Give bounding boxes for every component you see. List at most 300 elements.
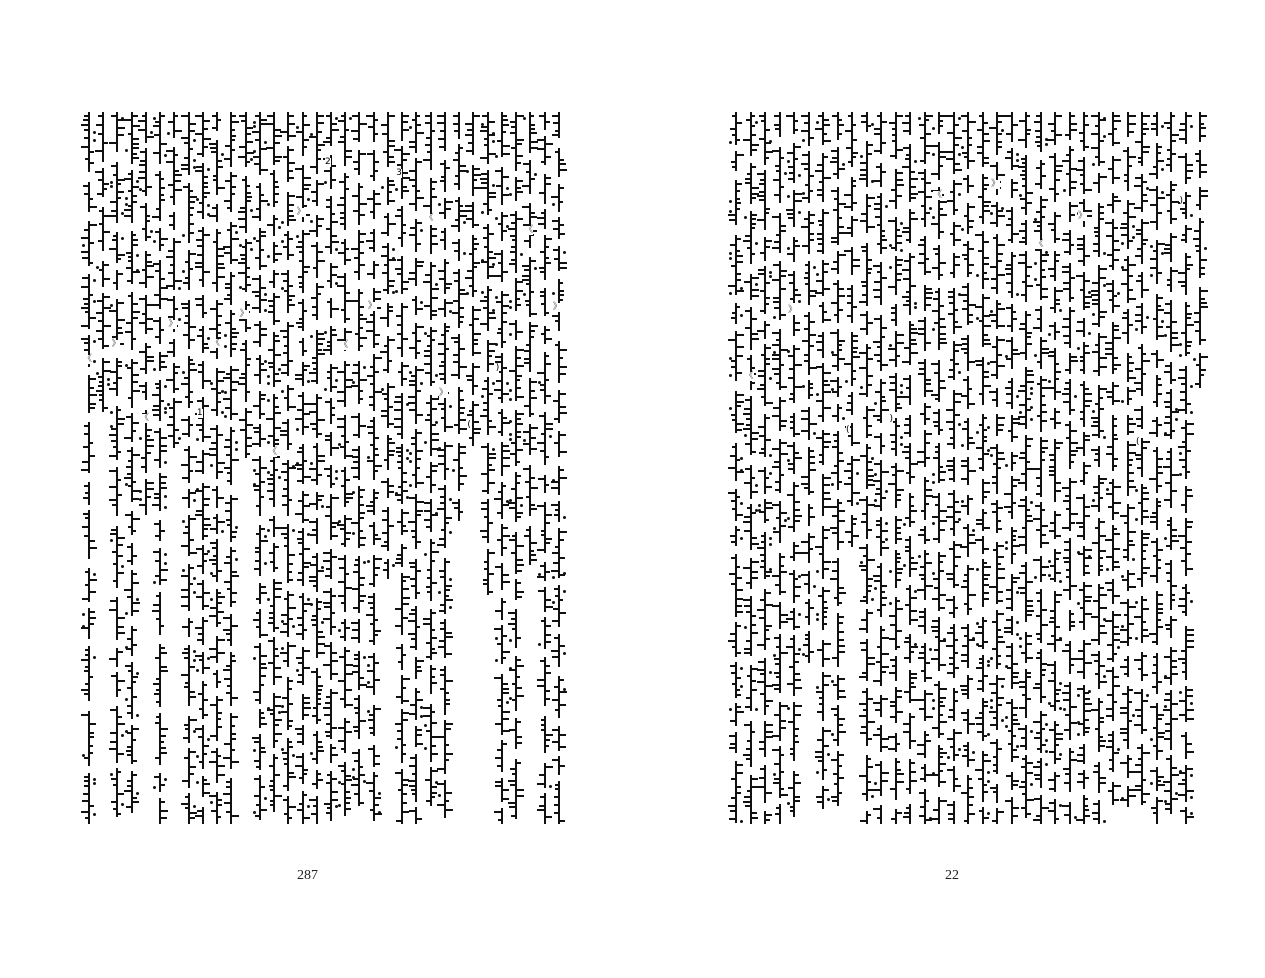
script-glyph-tick xyxy=(366,115,373,117)
script-glyph-tick xyxy=(190,773,194,775)
script-stem xyxy=(938,617,940,671)
script-stem xyxy=(501,482,503,519)
script-glyph-tick xyxy=(940,640,946,642)
script-glyph-tick xyxy=(904,691,909,693)
script-glyph-tick xyxy=(897,690,902,692)
script-glyph-tick xyxy=(289,499,292,501)
script-glyph-tick xyxy=(517,431,521,433)
script-stem xyxy=(358,619,360,643)
script-glyph-tick xyxy=(847,227,851,229)
script-glyph-tick xyxy=(498,328,501,330)
script-glyph-tick xyxy=(560,599,563,601)
script-glyph-tick xyxy=(168,121,173,123)
script-glyph-tick xyxy=(403,617,408,619)
script-glyph-tick xyxy=(439,373,444,375)
script-glyph-tick xyxy=(368,596,373,598)
script-glyph-tick xyxy=(460,321,463,323)
script-glyph-tick xyxy=(370,623,373,625)
script-glyph-tick xyxy=(498,705,501,707)
script-glyph-tick xyxy=(351,467,358,469)
script-glyph-tick xyxy=(474,343,478,345)
script-glyph-tick xyxy=(889,122,895,124)
script-glyph-tick xyxy=(81,714,88,716)
script-glyph-tick xyxy=(932,267,938,269)
script-glyph-tick xyxy=(844,250,851,252)
script-glyph-tick xyxy=(897,761,900,763)
script-glyph-tick xyxy=(310,403,316,405)
script-glyph-tick xyxy=(318,131,322,133)
text-column xyxy=(196,112,210,824)
script-glyph-tick xyxy=(427,335,430,337)
script-stem xyxy=(159,773,161,792)
script-glyph-tick xyxy=(795,714,801,716)
script-glyph-tick xyxy=(474,404,479,406)
script-glyph-tick xyxy=(926,212,930,214)
script-stem xyxy=(444,160,446,192)
script-glyph-tick xyxy=(232,129,235,131)
script-glyph-tick xyxy=(337,204,344,206)
script-glyph-tick xyxy=(232,531,237,533)
script-glyph-tick xyxy=(882,541,885,543)
script-glyph-tick xyxy=(874,281,880,283)
script-glyph-tick xyxy=(268,640,273,642)
script-dot xyxy=(481,395,484,398)
script-glyph-tick xyxy=(83,446,88,448)
script-glyph-tick xyxy=(275,245,278,247)
script-stem xyxy=(287,322,289,376)
script-glyph-tick xyxy=(526,529,529,531)
script-glyph-tick xyxy=(897,235,902,237)
script-glyph-tick xyxy=(227,294,230,296)
script-glyph-tick xyxy=(396,558,401,560)
script-dot xyxy=(281,705,284,708)
script-glyph-tick xyxy=(352,115,358,117)
script-glyph-tick xyxy=(211,810,216,812)
script-glyph-tick xyxy=(874,505,880,507)
script-glyph-tick xyxy=(190,253,196,255)
script-glyph-tick xyxy=(424,363,430,365)
script-glyph-tick xyxy=(225,502,230,504)
script-glyph-tick xyxy=(166,285,173,287)
script-glyph-tick xyxy=(781,771,784,773)
script-stem xyxy=(116,467,118,516)
script-glyph-tick xyxy=(127,780,131,782)
script-glyph-tick xyxy=(175,366,180,368)
script-glyph-tick xyxy=(831,190,837,192)
script-stem xyxy=(102,207,104,251)
script-glyph-tick xyxy=(424,355,430,357)
script-glyph-tick xyxy=(190,817,195,819)
script-glyph-tick xyxy=(746,640,750,642)
script-glyph-tick xyxy=(318,251,323,253)
script-glyph-tick xyxy=(788,217,793,219)
script-glyph-tick xyxy=(868,758,871,760)
script-glyph-tick xyxy=(497,749,501,751)
script-glyph-tick xyxy=(381,232,387,234)
script-glyph-tick xyxy=(118,302,124,304)
script-glyph-tick xyxy=(168,250,173,252)
script-glyph-tick xyxy=(480,178,487,180)
script-glyph-tick xyxy=(309,468,316,470)
script-glyph-tick xyxy=(439,538,444,540)
script-glyph-tick xyxy=(417,124,421,126)
script-glyph-tick xyxy=(254,431,259,433)
script-glyph-tick xyxy=(181,303,188,305)
script-glyph-tick xyxy=(935,253,938,255)
script-glyph-tick xyxy=(424,350,430,352)
script-glyph-tick xyxy=(395,268,401,270)
script-glyph-tick xyxy=(397,554,401,556)
script-glyph-tick xyxy=(289,170,293,172)
script-glyph-tick xyxy=(226,665,230,667)
script-glyph-tick xyxy=(366,614,373,616)
script-glyph-tick xyxy=(155,174,159,176)
script-glyph-tick xyxy=(760,290,764,292)
script-glyph-tick xyxy=(304,494,309,496)
script-glyph-tick xyxy=(541,530,544,532)
script-glyph-tick xyxy=(511,222,515,224)
script-glyph-tick xyxy=(752,218,756,220)
script-glyph-tick xyxy=(82,526,88,528)
script-glyph-tick xyxy=(911,510,917,512)
script-glyph-tick xyxy=(810,450,814,452)
script-glyph-tick xyxy=(126,750,131,752)
script-stem xyxy=(88,510,90,559)
script-dot xyxy=(787,707,790,710)
script-glyph-tick xyxy=(539,267,544,269)
script-glyph-tick xyxy=(824,568,829,570)
script-glyph-tick xyxy=(932,516,938,518)
script-glyph-tick xyxy=(737,238,741,240)
script-glyph-tick xyxy=(360,489,365,491)
script-glyph-tick xyxy=(862,250,866,252)
script-glyph-tick xyxy=(338,252,344,254)
script-glyph-tick xyxy=(489,251,493,253)
script-glyph-tick xyxy=(446,699,450,701)
script-glyph-tick xyxy=(546,514,552,516)
script-glyph-tick xyxy=(266,147,273,149)
script-glyph-tick xyxy=(891,319,895,321)
script-glyph-tick xyxy=(242,179,245,181)
script-glyph-tick xyxy=(153,551,159,553)
script-glyph-tick xyxy=(897,519,902,521)
script-glyph-tick xyxy=(296,756,302,758)
script-glyph-tick xyxy=(512,535,515,537)
script-glyph-tick xyxy=(304,460,307,462)
script-glyph-tick xyxy=(241,258,245,260)
script-glyph-tick xyxy=(313,707,316,709)
script-glyph-tick xyxy=(517,387,521,389)
script-glyph-tick xyxy=(918,262,924,264)
script-glyph-tick xyxy=(766,157,769,159)
script-glyph-tick xyxy=(503,574,509,576)
script-glyph-tick xyxy=(759,511,764,513)
script-glyph-tick xyxy=(318,741,322,743)
script-glyph-tick xyxy=(341,309,344,311)
script-glyph-tick xyxy=(118,273,123,275)
script-glyph-tick xyxy=(546,745,549,747)
script-glyph-tick xyxy=(897,532,901,534)
script-glyph-tick xyxy=(298,241,302,243)
script-stem xyxy=(202,112,204,157)
script-glyph-tick xyxy=(218,726,222,728)
script-stem xyxy=(202,652,204,674)
script-glyph-tick xyxy=(917,699,924,701)
script-dot xyxy=(182,371,185,374)
script-glyph-tick xyxy=(940,231,944,233)
script-glyph-tick xyxy=(224,581,230,583)
script-glyph-tick xyxy=(84,757,88,759)
script-glyph-tick xyxy=(84,115,88,117)
script-glyph-tick xyxy=(424,502,430,504)
script-glyph-tick xyxy=(781,230,786,232)
script-glyph-tick xyxy=(212,563,216,565)
script-glyph-tick xyxy=(395,625,401,627)
script-glyph-tick xyxy=(346,689,352,691)
script-glyph-tick xyxy=(788,166,793,168)
script-glyph-tick xyxy=(332,329,336,331)
script-glyph-tick xyxy=(253,691,259,693)
script-glyph-tick xyxy=(380,317,387,319)
script-glyph-tick xyxy=(853,370,856,372)
script-glyph-tick xyxy=(304,310,307,312)
script-glyph-tick xyxy=(417,414,423,416)
script-glyph-tick xyxy=(882,327,887,329)
script-glyph-tick xyxy=(267,224,273,226)
script-glyph-tick xyxy=(834,198,837,200)
script-glyph-tick xyxy=(905,539,909,541)
script-glyph-tick xyxy=(427,151,430,153)
script-glyph-tick xyxy=(787,683,793,685)
script-glyph-tick xyxy=(389,285,394,287)
script-glyph-tick xyxy=(289,579,293,581)
script-glyph-tick xyxy=(795,679,801,681)
script-glyph-tick xyxy=(752,367,755,369)
script-glyph-tick xyxy=(481,126,487,128)
script-glyph-tick xyxy=(882,497,886,499)
script-glyph-tick xyxy=(346,791,350,793)
script-glyph-tick xyxy=(384,459,387,461)
script-stem xyxy=(924,430,926,467)
script-glyph-tick xyxy=(318,685,323,687)
script-glyph-tick xyxy=(489,573,494,575)
script-dot xyxy=(153,240,156,243)
script-glyph-tick xyxy=(299,803,302,805)
script-glyph-tick xyxy=(474,248,477,250)
script-dot xyxy=(210,464,213,467)
script-glyph-tick xyxy=(795,626,800,628)
script-glyph-tick xyxy=(795,545,799,547)
script-glyph-tick xyxy=(731,414,735,416)
script-glyph-tick xyxy=(156,387,159,389)
script-glyph-tick xyxy=(195,490,202,492)
script-glyph-tick xyxy=(483,237,487,239)
script-glyph-tick xyxy=(289,149,294,151)
script-glyph-tick xyxy=(318,474,322,476)
script-glyph-tick xyxy=(931,173,938,175)
script-glyph-tick xyxy=(752,477,755,479)
script-glyph-tick xyxy=(790,638,793,640)
script-glyph-tick xyxy=(824,623,827,625)
script-glyph-tick xyxy=(128,260,131,262)
script-dot xyxy=(729,292,732,295)
script-glyph-tick xyxy=(772,749,779,751)
script-glyph-tick xyxy=(746,758,750,760)
script-glyph-tick xyxy=(298,662,302,664)
script-glyph-tick xyxy=(218,622,221,624)
script-glyph-tick xyxy=(446,262,449,264)
script-glyph-tick xyxy=(304,650,310,652)
script-glyph-tick xyxy=(940,471,946,473)
script-dot xyxy=(224,415,227,418)
script-glyph-tick xyxy=(375,264,379,266)
script-glyph-tick xyxy=(95,150,102,152)
script-glyph-tick xyxy=(368,126,373,128)
script-glyph-tick xyxy=(360,214,365,216)
script-glyph-tick xyxy=(283,156,287,158)
script-glyph-tick xyxy=(745,235,750,237)
script-glyph-tick xyxy=(833,209,837,211)
script-glyph-tick xyxy=(161,278,165,280)
script-glyph-tick xyxy=(873,680,880,682)
script-glyph-tick xyxy=(197,211,202,213)
script-glyph-tick xyxy=(480,415,487,417)
script-glyph-tick xyxy=(368,602,373,604)
script-glyph-tick xyxy=(531,550,534,552)
script-glyph-tick xyxy=(124,589,131,591)
script-glyph-tick xyxy=(113,174,116,176)
script-dot xyxy=(196,438,199,441)
script-glyph-tick xyxy=(531,508,537,510)
script-dot xyxy=(729,141,732,144)
script-stem xyxy=(895,758,897,800)
script-glyph-tick xyxy=(255,295,259,297)
script-glyph-tick xyxy=(781,225,786,227)
script-glyph-tick xyxy=(731,541,735,543)
text-column xyxy=(110,112,124,824)
script-glyph-tick xyxy=(175,180,181,182)
script-glyph-tick xyxy=(110,600,116,602)
script-glyph-tick xyxy=(104,278,110,280)
script-glyph-tick xyxy=(759,777,764,779)
script-dot xyxy=(253,150,256,153)
script-dot xyxy=(310,335,313,338)
script-glyph-tick xyxy=(801,418,808,420)
script-stem xyxy=(259,643,261,704)
script-glyph-tick xyxy=(940,570,944,572)
script-dot xyxy=(196,755,199,758)
script-glyph-tick xyxy=(752,166,756,168)
text-column xyxy=(310,112,324,824)
script-glyph-tick xyxy=(804,360,808,362)
script-glyph-tick xyxy=(766,303,769,305)
script-glyph-tick xyxy=(247,242,252,244)
script-glyph-tick xyxy=(133,676,138,678)
script-glyph-tick xyxy=(839,678,845,680)
script-stem xyxy=(273,579,275,632)
script-stem xyxy=(302,647,304,685)
script-glyph-tick xyxy=(831,708,837,710)
script-glyph-tick xyxy=(283,352,287,354)
script-glyph-tick xyxy=(859,367,866,369)
script-glyph-tick xyxy=(481,502,487,504)
script-glyph-tick xyxy=(560,373,566,375)
script-glyph-tick xyxy=(824,590,830,592)
script-glyph-tick xyxy=(517,596,522,598)
script-glyph-tick xyxy=(124,437,131,439)
script-glyph-tick xyxy=(409,272,415,274)
script-glyph-tick xyxy=(118,689,121,691)
script-glyph-tick xyxy=(868,153,872,155)
script-glyph-tick xyxy=(282,697,287,699)
script-glyph-tick xyxy=(861,726,866,728)
script-glyph-tick xyxy=(446,348,449,350)
script-glyph-tick xyxy=(766,363,770,365)
script-glyph-tick xyxy=(398,455,401,457)
script-glyph-tick xyxy=(546,257,549,259)
script-glyph-tick xyxy=(831,268,837,270)
script-glyph-tick xyxy=(212,547,216,549)
script-glyph-tick xyxy=(360,517,364,519)
script-glyph-tick xyxy=(906,588,909,590)
script-glyph-tick xyxy=(882,364,888,366)
script-glyph-tick xyxy=(417,450,423,452)
text-column xyxy=(409,112,423,824)
script-dot xyxy=(310,752,313,755)
script-glyph-tick xyxy=(118,555,123,557)
script-glyph-tick xyxy=(839,631,844,633)
script-stem xyxy=(880,460,882,511)
script-glyph-tick xyxy=(185,277,188,279)
script-glyph-tick xyxy=(311,479,316,481)
script-glyph-tick xyxy=(446,792,452,794)
script-glyph-tick xyxy=(323,349,330,351)
script-glyph-tick xyxy=(133,498,139,500)
script-glyph-tick xyxy=(289,725,292,727)
script-glyph-tick xyxy=(268,622,273,624)
script-stem xyxy=(779,553,781,595)
script-glyph-tick xyxy=(118,423,124,425)
script-glyph-tick xyxy=(832,657,837,659)
script-glyph-tick xyxy=(394,418,401,420)
script-glyph-tick xyxy=(281,711,287,713)
script-glyph-tick xyxy=(805,602,808,604)
script-glyph-tick xyxy=(226,454,230,456)
script-stem xyxy=(544,502,546,553)
script-glyph-tick xyxy=(247,358,251,360)
script-glyph-tick xyxy=(737,306,740,308)
script-glyph-tick xyxy=(332,123,337,125)
script-glyph-tick xyxy=(888,748,895,750)
script-glyph-tick xyxy=(882,604,886,606)
script-glyph-tick xyxy=(155,657,159,659)
script-glyph-tick xyxy=(816,400,822,402)
script-dot xyxy=(932,216,935,219)
script-glyph-tick xyxy=(839,124,844,126)
script-glyph-tick xyxy=(863,709,866,711)
text-column xyxy=(352,112,366,824)
script-glyph-tick xyxy=(255,699,259,701)
script-glyph-tick xyxy=(560,366,567,368)
script-dot xyxy=(210,598,213,601)
script-glyph-tick xyxy=(541,303,544,305)
script-glyph-tick xyxy=(466,210,472,212)
script-glyph-tick xyxy=(375,492,379,494)
script-glyph-tick xyxy=(338,765,344,767)
script-glyph-tick xyxy=(299,251,302,253)
script-glyph-tick xyxy=(746,418,750,420)
script-glyph-tick xyxy=(181,674,188,676)
